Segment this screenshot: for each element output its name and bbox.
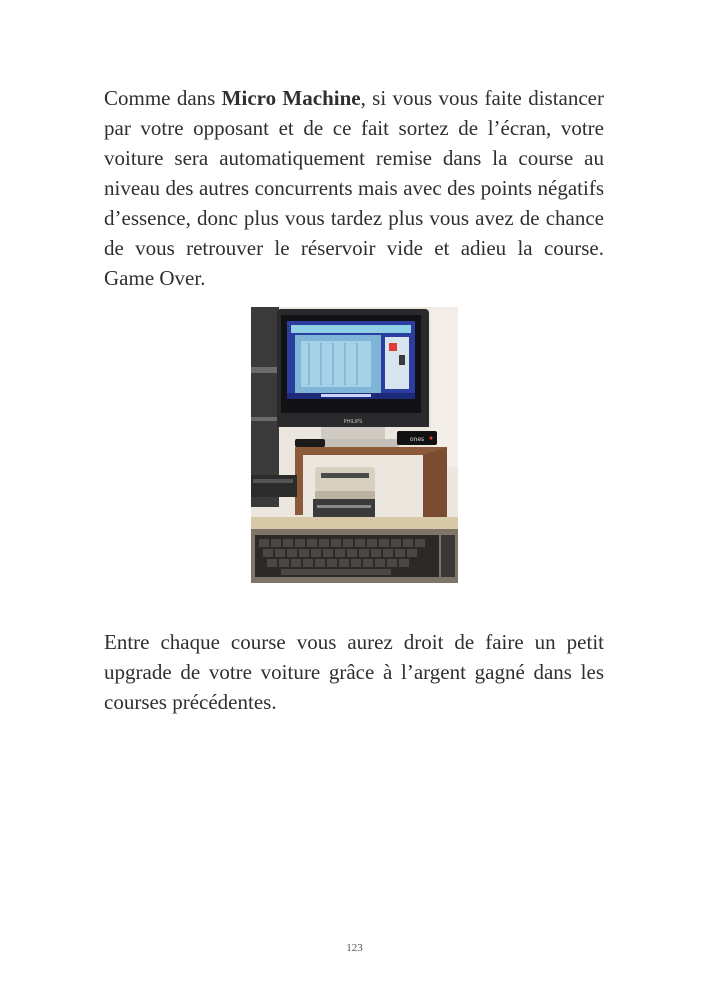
photo-retro-computer-setup xyxy=(251,307,458,583)
photo-illustration xyxy=(251,307,458,583)
p1-text-rest: , si vous vous faite distancer par votre opposant et de ce fait sortez de l’écran, votre voiture sera automatiquement remise dans la course au niveau des autres concurrents mais avec des points négatifs d’essence, donc plus vous tardez plus vous avez de chance de vous retrouver le réservoir vide et adieu la course. Game Over. xyxy=(104,86,604,290)
page-number: 123 xyxy=(346,942,363,954)
disk-drive xyxy=(315,467,375,491)
wooden-shelf xyxy=(295,447,447,455)
paragraph-2: Entre chaque course vous aurez droit de faire un petit upgrade de votre voiture grâce à l’argent gagné dans les courses précédentes. xyxy=(104,630,604,714)
monitor-brand-label: PHILIPS xyxy=(343,419,363,425)
device-brand-label: ones xyxy=(409,436,425,443)
game-title-bold: Micro Machine xyxy=(221,86,361,110)
paragraph-1 xyxy=(104,83,604,293)
p1-text-start: Comme dans xyxy=(104,86,222,110)
